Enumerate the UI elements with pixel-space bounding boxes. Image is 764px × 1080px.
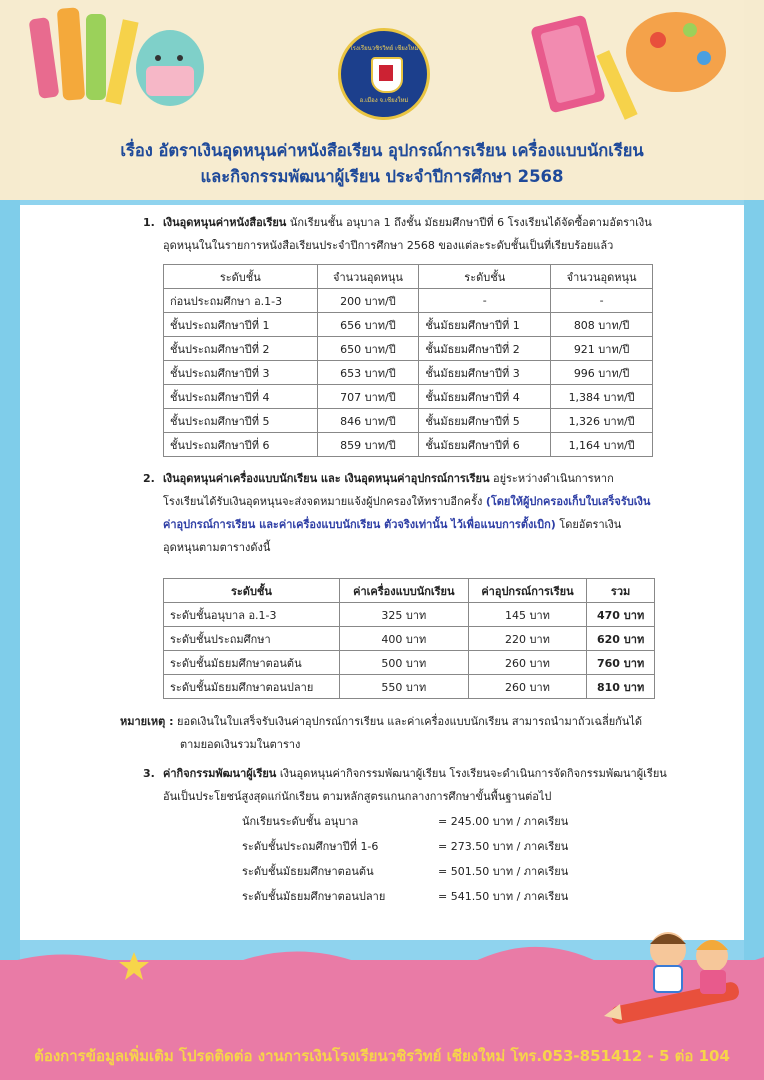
table-cell: ชั้นประถมศึกษาปีที่ 6 [164,433,318,457]
table-header-cell: ระดับชั้น [419,265,551,289]
note-line1: ยอดเงินในใบเสร็จรับเงินค่าอุปกรณ์การเรียน และค่าเครื่องแบบนักเรียน สามารถนำมาถัวเฉลี่ยกันได้ [173,715,643,728]
table-cell: ชั้นประถมศึกษาปีที่ 4 [164,385,318,409]
table-cell: 550 บาท [339,675,468,699]
table-cell: ระดับชั้นอนุบาล อ.1-3 [164,603,340,627]
table-row [164,385,653,409]
table-header-cell: ระดับชั้น [164,579,340,603]
table-cell: 260 บาท [468,651,587,675]
table-cell: 200 บาท/ปี [317,289,419,313]
table-cell: 500 บาท [339,651,468,675]
table-header-row [164,579,655,603]
footer-contact-text: ต้องการข้อมูลเพิ่มเติม โปรดติดต่อ งานการเงินโรงเรียนวชิรวิทย์ เชียงใหม่ โทร.053-851412 - 5 ต่อ 104 [34,1047,730,1065]
table-cell: 1,384 บาท/ปี [551,385,653,409]
school-logo [338,28,430,120]
table-cell: - [419,289,551,313]
textbook-subsidy-table [163,264,653,457]
table-cell: ระดับชั้นมัธยมศึกษาตอนต้น [164,651,340,675]
table-cell: 1,164 บาท/ปี [551,433,653,457]
table-cell: 859 บาท/ปี [317,433,419,457]
table-row [164,627,655,651]
table-cell: 260 บาท [468,675,587,699]
table-cell: ชั้นประถมศึกษาปีที่ 3 [164,361,318,385]
section3-text-line1: เงินอุดหนุนค่ากิจกรรมพัฒนาผู้เรียน โรงเรียนจะดำเนินการจัดกิจกรรมพัฒนาผู้เรียน [276,767,667,780]
logo-bottom-text: อ.เมือง จ.เชียงใหม่ [359,97,409,104]
table-cell: - [551,289,653,313]
section3-heading: ค่ากิจกรรมพัฒนาผู้เรียน [163,767,277,780]
rate-level: นักเรียนระดับชั้น อนุบาล [242,815,359,828]
table-cell: ก่อนประถมศึกษา อ.1-3 [164,289,318,313]
table-cell: 760 บาท [587,651,655,675]
table-row [164,651,655,675]
rate-amount: = 273.50 บาท / ภาคเรียน [438,840,569,853]
table-header-cell: รวม [587,579,655,603]
note-paragraph [120,710,720,756]
section2-text-line4: อุดหนุนตามตารางดังนี้ [163,541,271,554]
section3-paragraph [163,762,703,808]
table-row [164,409,653,433]
table-cell: 810 บาท [587,675,655,699]
note-label: หมายเหตุ : [120,715,174,728]
section1-number: 1. [143,216,155,229]
shield-icon [371,57,403,93]
kids-on-pencil-illustration [600,920,750,1032]
section2-heading: เงินอุดหนุนค่าเครื่องแบบนักเรียน และ เงินอุดหนุนค่าอุปกรณ์การเรียน [163,472,490,485]
table-cell: 620 บาท [587,627,655,651]
table-cell: ชั้นประถมศึกษาปีที่ 1 [164,313,318,337]
section2-highlight-line3: ค่าอุปกรณ์การเรียน และค่าเครื่องแบบนักเรียน ตัวจริงเท่านั้น ไว้เพื่อแนบการตั้งเบิก) [163,518,556,531]
table-cell: 650 บาท/ปี [317,337,419,361]
table-row [164,337,653,361]
table-row [164,675,655,699]
page-title-line1: เรื่อง อัตราเงินอุดหนุนค่าหนังสือเรียน อุปกรณ์การเรียน เครื่องแบบนักเรียน [120,141,644,160]
page-title-line2: และกิจกรรมพัฒนาผู้เรียน ประจำปีการศึกษา 2568 [200,167,564,186]
table-cell: 808 บาท/ปี [551,313,653,337]
table-cell: ชั้นมัธยมศึกษาปีที่ 2 [419,337,551,361]
section1-text-line1: นักเรียนชั้น อนุบาล 1 ถึงชั้น มัธยมศึกษาปีที่ 6 โรงเรียนได้จัดซื้อตามอัตราเงิน [286,216,652,229]
rate-level: ระดับชั้นมัธยมศึกษาตอนปลาย [242,890,386,903]
table-row [164,313,653,337]
section2-text-line2: โรงเรียนได้รับเงินอุดหนุนจะส่งจดหมายแจ้งผู้ปกครองให้ทราบอีกครั้ง [163,495,486,508]
section1-heading: เงินอุดหนุนค่าหนังสือเรียน [163,216,287,229]
table-header-cell: ค่าเครื่องแบบนักเรียน [339,579,468,603]
table-cell: ชั้นมัธยมศึกษาปีที่ 6 [419,433,551,457]
rate-amount: = 501.50 บาท / ภาคเรียน [438,865,569,878]
header-banner [0,0,764,200]
table-cell: 220 บาท [468,627,587,651]
table-row [164,361,653,385]
table-cell: ระดับชั้นมัธยมศึกษาตอนปลาย [164,675,340,699]
note-line2: ตามยอดเงินรวมในตาราง [180,738,301,751]
table-row [164,289,653,313]
section2-text: อยู่ระหว่างดำเนินการหาก [489,472,614,485]
table-cell: ชั้นประถมศึกษาปีที่ 5 [164,409,318,433]
logo-top-text: โรงเรียนวชิรวิทย์ เชียงใหม่ [349,45,419,52]
table-cell: 996 บาท/ปี [551,361,653,385]
section2-highlight-line2: (โดยให้ผู้ปกครองเก็บใบเสร็จรับเงิน [485,495,651,508]
table-row [164,603,655,627]
section2-paragraph [163,467,703,559]
table-header-cell: ค่าอุปกรณ์การเรียน [468,579,587,603]
table-cell: 921 บาท/ปี [551,337,653,361]
table-cell: 653 บาท/ปี [317,361,419,385]
table-cell: ชั้นประถมศึกษาปีที่ 2 [164,337,318,361]
section1-paragraph [163,211,693,257]
rate-amount: = 245.00 บาท / ภาคเรียน [438,815,569,828]
rate-level: ระดับชั้นประถมศึกษาปีที่ 1-6 [242,840,379,853]
table-cell: 1,326 บาท/ปี [551,409,653,433]
table-cell: 400 บาท [339,627,468,651]
star-icon [118,950,150,982]
rate-level: ระดับชั้นมัธยมศึกษาตอนต้น [242,865,374,878]
section1-text-line2: อุดหนุนในในรายการหนังสือเรียนประจำปีการศึกษา 2568 ของแต่ละระดับชั้นเป็นที่เรียบร้อยแล้ว [163,239,614,252]
uniform-supplies-table [163,578,655,699]
section3-text-line2: อันเป็นประโยชน์สูงสุดแก่นักเรียน ตามหลักสูตรแกนกลางการศึกษาขั้นพื้นฐานต่อไป [163,790,552,803]
table-cell: 145 บาท [468,603,587,627]
section2-text-line3: โดยอัตราเงิน [555,518,622,531]
table-cell: 470 บาท [587,603,655,627]
table-header-cell: จำนวนอุดหนุน [317,265,419,289]
table-cell: ชั้นมัธยมศึกษาปีที่ 3 [419,361,551,385]
table-cell: ชั้นมัธยมศึกษาปีที่ 4 [419,385,551,409]
section2-number: 2. [143,472,155,485]
table-header-cell: จำนวนอุดหนุน [551,265,653,289]
table-cell: 325 บาท [339,603,468,627]
table-header-cell: ระดับชั้น [164,265,318,289]
table-cell: ชั้นมัธยมศึกษาปีที่ 1 [419,313,551,337]
table-row [164,433,653,457]
table-cell: 707 บาท/ปี [317,385,419,409]
rate-amount: = 541.50 บาท / ภาคเรียน [438,890,569,903]
table-cell: 846 บาท/ปี [317,409,419,433]
table-cell: ชั้นมัธยมศึกษาปีที่ 5 [419,409,551,433]
section3-number: 3. [143,767,155,780]
table-cell: 656 บาท/ปี [317,313,419,337]
school-supplies-right-illustration [500,0,744,130]
table-cell: ระดับชั้นประถมศึกษา [164,627,340,651]
table-header-row [164,265,653,289]
school-supplies-left-illustration [20,0,210,110]
